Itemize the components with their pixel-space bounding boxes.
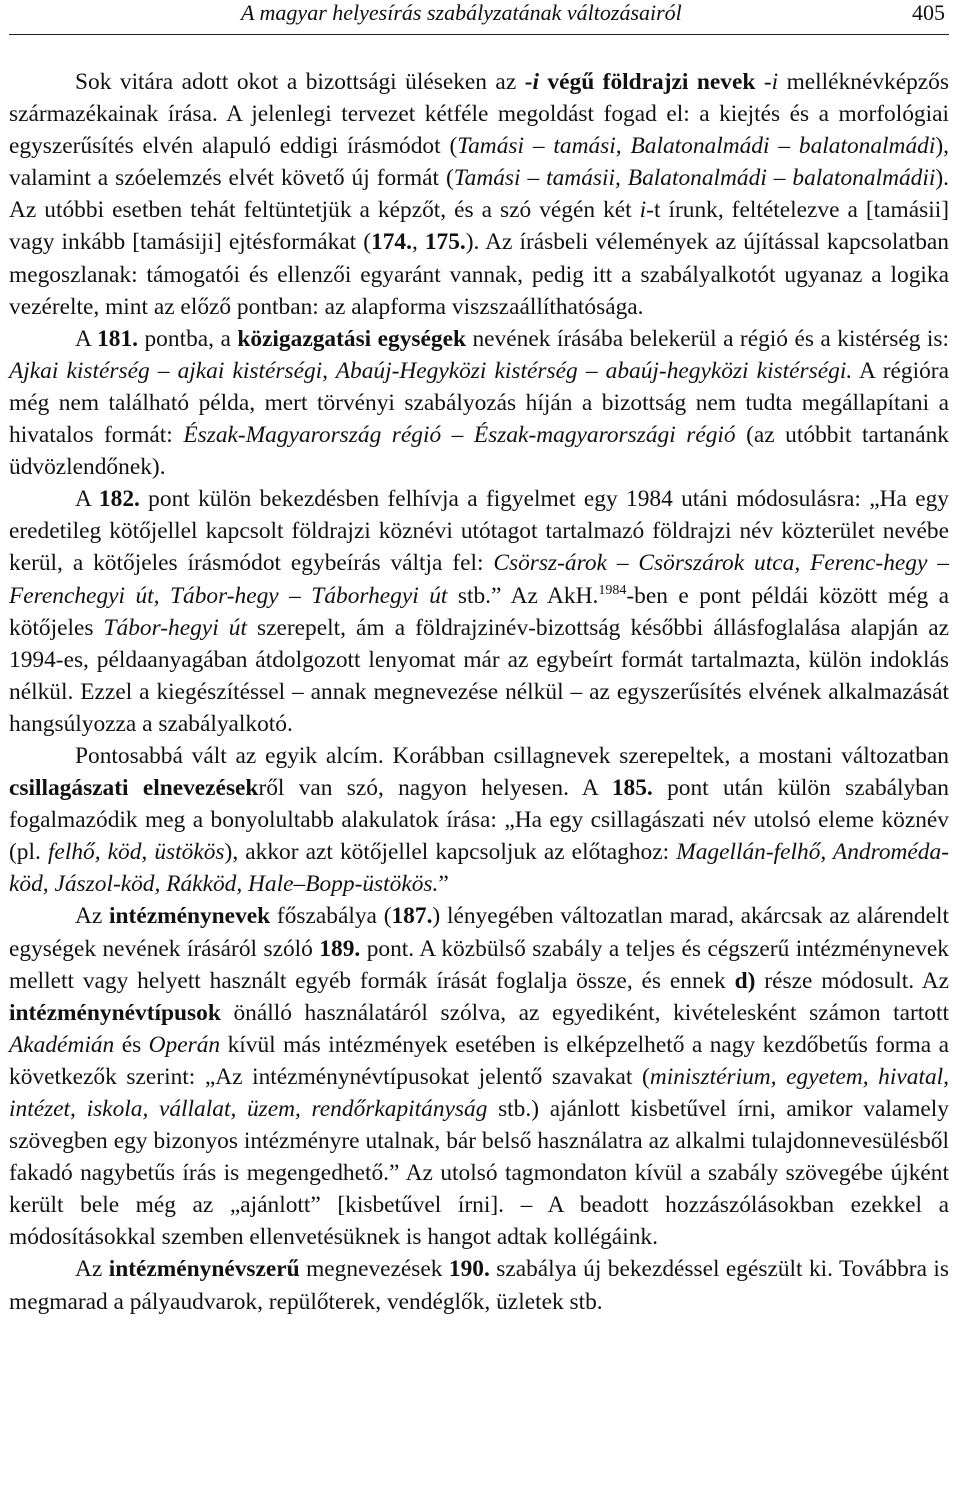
italic-run: Tamási – tamásii, Balatonalmádi – balatonalmádii <box>453 165 936 192</box>
paragraph-6 <box>9 1253 949 1317</box>
text-run: ), akkor azt kötőjellel kapcsoljuk az előtaghoz: <box>224 839 677 866</box>
paragraph-5 <box>9 900 949 1253</box>
text-run: kívül más intézmények esetében is elképzelhető a nagy kezdőbetűs forma a következők szerint: „Az intézménynévtípusokat jelentő szavakat ( <box>9 1031 949 1090</box>
bold-run: 181. <box>97 325 139 352</box>
text-run: (az utóbbit tartanánk üdvözlendőnek). <box>9 422 949 481</box>
text-run: A régióra még nem található példa, mert törvényi szabályozás híján a bizottság nem tudta megállapítani a hivatalos formát: <box>9 357 949 449</box>
text-run: ről van szó, nagyon helyesen. A <box>258 775 612 802</box>
text-run: Az <box>75 903 110 930</box>
text-run: főszabálya ( <box>270 903 392 930</box>
text-run: stb.” Az AkH. <box>447 582 599 609</box>
italic-run: felhő, köd, üstökös <box>47 839 225 866</box>
text-run: - <box>755 69 772 95</box>
text-run: A <box>75 486 99 513</box>
bold-run: végű földrajzi nevek <box>538 69 756 95</box>
text-run: ). Az írásbeli vélemények az újítással kapcsolatban megoszlanak: támogatói és ellenzői egyaránt vannak, pedig itt a szabályalkotót ugyanaz a logika vezérelte, mint az előző pontban: az alapforma viszszaállíthatósága. <box>9 229 949 320</box>
italic-run: Akadémián <box>9 1031 115 1058</box>
bold-run: 185. <box>611 775 653 802</box>
italic-run: i <box>639 197 647 224</box>
paragraph-3 <box>9 483 949 740</box>
text-run: pont után külön szabályban fogalmazódik meg a bonyolultabb alakulatok írása: „Ha egy csillagászati név utolsó eleme köznév (pl. <box>9 775 950 866</box>
bold-run: 187. <box>391 903 433 930</box>
text-run: Az <box>75 1256 109 1283</box>
text-run: nevének írásába belekerül a régió és a kistérség is: <box>466 325 949 352</box>
text-run: Pontosabbá vált az egyik alcím. Korábban csillagnevek szerepeltek, a mostani változatban <box>75 742 949 769</box>
italic-run: Észak-Magyarország régió – Észak-magyarországi régió <box>183 422 736 449</box>
text-run: melléknévképzős származékainak írása. A jelenlegi tervezet kétféle megoldást fogad el: a kiejtés és a morfológiai egyszerűsítés elvén alapuló eddigi írásmódot ( <box>9 69 949 160</box>
italic-run: Tábor-hegyi út <box>103 614 247 641</box>
italic-run: Ajkai kistérség – ajkai kistérségi, Abaúj-Hegyközi kistérség – abaúj-hegyközi kistérségi. <box>9 357 853 384</box>
italic-run: minisztérium, egyetem, hivatal, intézet, iskola, vállalat, üzem, rendőrkapitányság <box>9 1063 949 1122</box>
text-run: pontba, a <box>138 325 238 352</box>
italic-run: Tamási – tamási, Balatonalmádi – balatonalmádi <box>457 133 936 160</box>
text-run: pont. A közbülső szabály a teljes és cégszerű intézménynevek mellett vagy helyett használt egyéb formák írását foglalja össze, és ennek <box>9 935 949 994</box>
text-run: stb.) ajánlott kisbetűvel írni, amikor valamely szövegben egy bizonyos intézményre utalnak, bár belső használatra az alkalmi tulajdonnevesülésből fakadó nagybetűs írás is megengedhető.” Az utolsó tagmondaton kívül a szabály szövegébe újként került bele még az „ajánlott” [kisbetűvel írni]. – A beadott hozzászólásokban ezekkel a módosításokkal szemben ellenvetésüknek is hangot adtak kollégáink. <box>9 1096 949 1251</box>
running-header <box>9 0 949 35</box>
text-run: Sok vitára adott okot a bizottsági üléseken az <box>75 69 525 95</box>
italic-run: i <box>771 69 779 95</box>
text-run: önálló használatáról szólva, az egyediként, kivételesként számon tartott <box>220 999 949 1026</box>
text-run: megnevezések <box>299 1256 449 1283</box>
bold-run: 174. <box>371 229 412 256</box>
bold-run: csillagászati elnevezések <box>9 775 259 802</box>
bold-run: közigazgatási egységek <box>237 325 466 352</box>
bold-run: intézménynévszerű <box>108 1256 300 1283</box>
text-run: ” <box>438 871 449 898</box>
text-run: A <box>75 325 98 352</box>
paragraph-2 <box>9 323 949 483</box>
bold-run: intézménynévtípusok <box>9 999 221 1026</box>
bold-run: 182. <box>98 486 140 513</box>
text-run: és <box>114 1031 149 1058</box>
italic-run: Csörsz-árok – Csörszárok utca, Ferenc-hegy – Ferenchegyi út, Tábor-hegy – Táborhegyi út <box>9 550 949 609</box>
running-title: A magyar helyesírás szabályzatának változásairól <box>241 0 682 25</box>
bold-run: d) <box>734 967 756 994</box>
body-text <box>9 66 949 1318</box>
italic-run: i <box>532 69 539 95</box>
italic-run: Magellán-felhő, Androméda-köd, Jászol-köd, Rákköd, Hale–Bopp-üstökös. <box>9 839 949 898</box>
superscript-year: 1984 <box>598 582 627 598</box>
bold-run: intézménynevek <box>109 903 271 930</box>
text-run: ) lényegében változatlan marad, akárcsak az alárendelt egységek nevének írásáról szóló <box>9 903 949 962</box>
page-number: 405 <box>912 0 945 25</box>
text-run: ). Az utóbbi esetben tehát feltüntetjük a képzőt, és a szó végén két <box>9 165 949 224</box>
text-run: ), valamint a szóelemzés elvét követő új formát ( <box>9 133 949 192</box>
text-run: -ben e pont példái között még a kötőjeles <box>9 582 949 641</box>
bold-run: 190. <box>448 1256 490 1283</box>
text-run: szabálya új bekezdéssel egészült ki. Továbbra is megmarad a pályaudvarok, repülőterek, vendéglők, üzletek stb. <box>9 1256 949 1315</box>
text-run: , <box>411 229 425 256</box>
bold-run: - <box>524 69 533 95</box>
text-run: része módosult. Az <box>755 967 949 994</box>
paragraph-1 <box>9 66 949 323</box>
text-run: pont külön bekezdésben felhívja a figyelmet egy 1984 utáni módosulásra: „Ha egy eredetileg kötőjellel kapcsolt földrajzi köznévi utótagot tartalmazó földrajzi név közterület nevébe kerül, a kötőjeles írásmódot egybeírás váltja fel: <box>9 486 949 577</box>
bold-run: 189. <box>319 935 361 962</box>
bold-run: 175. <box>424 229 466 256</box>
italic-run: Operán <box>148 1031 221 1058</box>
text-run: -t írunk, feltételezve a [tamásii] vagy inkább [tamásiji] ejtésformákat ( <box>9 197 949 256</box>
paragraph-4 <box>9 740 949 900</box>
text-run: szerepelt, ám a földrajzinév-bizottság későbbi állásfoglalása alapján az 1994-es, példaanyagában átdolgozott lenyomat már az egybeírt formát tartalmazta, külön indoklás nélkül. Ezzel a kiegészítéssel – annak megnevezése nélkül – az egyszerűsítés elvének alkalmazását hangsúlyozza a szabályalkotó. <box>9 614 949 737</box>
